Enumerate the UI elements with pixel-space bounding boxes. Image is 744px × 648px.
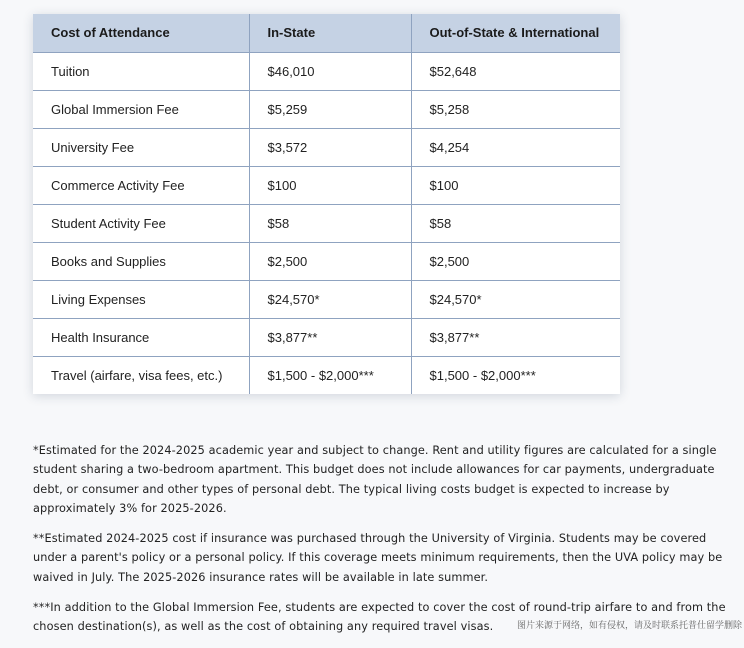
out-of-state-cost: $1,500 - $2,000*** xyxy=(429,367,536,383)
cost-item: Commerce Activity Fee xyxy=(33,166,249,204)
header-out-of-state: Out-of-State & International xyxy=(411,14,620,52)
cost-of-attendance-table xyxy=(33,14,620,394)
in-state-cost: $46,010 xyxy=(249,52,411,90)
out-of-state-cost: $5,258 xyxy=(411,90,620,128)
in-state-cost: $58 xyxy=(249,204,411,242)
table-row xyxy=(33,242,620,280)
table-row xyxy=(33,356,620,394)
table-row xyxy=(33,318,620,356)
footnote-travel: ***In addition to the Global Immersion Fee, students are expected to cover the cost of round-trip airfare to and from the chosen destination(s), as well as the cost of obtaining any required travel visas. xyxy=(33,601,726,634)
out-of-state-cost: $3,877** xyxy=(411,318,620,356)
in-state-cost: $3,877** xyxy=(249,318,411,356)
out-of-state-cost: $24,570* xyxy=(411,280,620,318)
out-of-state-cost: $4,254 xyxy=(411,128,620,166)
cost-item: Living Expenses xyxy=(33,280,249,318)
in-state-cost: $24,570* xyxy=(249,280,411,318)
header-in-state: In-State xyxy=(249,14,411,52)
in-state-cost: $1,500 - $2,000*** xyxy=(249,356,411,394)
in-state-cost: $2,500 xyxy=(249,242,411,280)
out-of-state-cost: $2,500 xyxy=(411,242,620,280)
image-source-watermark: 图片来源于网络，如有侵权，请及时联系托普仕留学删除 xyxy=(516,621,742,631)
cost-item: Student Activity Fee xyxy=(33,204,249,242)
cost-of-attendance-table-wrapper xyxy=(33,14,620,394)
table-row xyxy=(33,280,620,318)
out-of-state-cost: $58 xyxy=(411,204,620,242)
footnotes xyxy=(33,441,739,648)
in-state-cost: $3,572 xyxy=(249,128,411,166)
out-of-state-cost: $52,648 xyxy=(411,52,620,90)
table-row xyxy=(33,166,620,204)
table-row xyxy=(33,204,620,242)
out-of-state-cost: $100 xyxy=(411,166,620,204)
footnote-living-expenses: *Estimated for the 2024-2025 academic year and subject to change. Rent and utility figures are calculated for a single student sharing a two-bedroom apartment. This budget does not include allowances for car payments, undergraduate debt, or consumer and other types of personal debt. The typical living costs budget is expected to increase by approximately 3% for 2025-2026. xyxy=(33,444,717,515)
cost-item: Health Insurance xyxy=(33,318,249,356)
cost-item: Tuition xyxy=(33,52,249,90)
cost-item: University Fee xyxy=(33,128,249,166)
cost-item: Travel (airfare, visa fees, etc.) xyxy=(33,356,249,394)
table-row xyxy=(33,128,620,166)
in-state-cost: $100 xyxy=(249,166,411,204)
cost-item: Global Immersion Fee xyxy=(33,90,249,128)
footnote-health-insurance: **Estimated 2024-2025 cost if insurance was purchased through the University of Virginia. Students may be covered under a parent's policy or a personal policy. If this coverage meets minimum requirements, then the UVA policy may be waived in July. The 2025-2026 insurance rates will be available in late summer. xyxy=(33,532,723,584)
header-cost-of-attendance: Cost of Attendance xyxy=(33,14,249,52)
in-state-cost: $5,259 xyxy=(249,90,411,128)
table-row xyxy=(33,52,620,90)
table-header-row xyxy=(33,14,620,52)
cost-item: Books and Supplies xyxy=(33,242,249,280)
table-row xyxy=(33,90,620,128)
